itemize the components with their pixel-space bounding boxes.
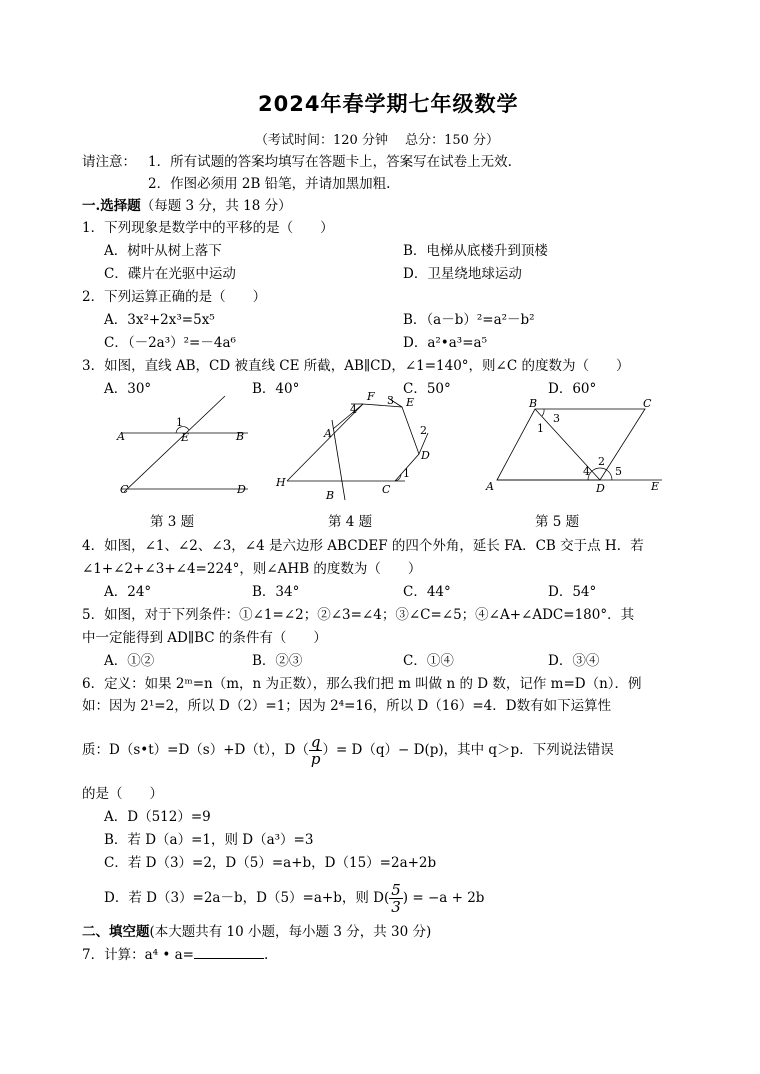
q7-text: 7．计算：a⁴ • a= (82, 947, 194, 963)
q4-option-c: C．44° (403, 584, 451, 600)
fig5-quadrilateral (497, 409, 645, 480)
figure-3 (116, 396, 248, 496)
notice-label: 请注意： (82, 154, 136, 170)
section2-title: 二、填空题 (82, 924, 150, 940)
fig5-label-a: A (486, 480, 494, 493)
fig4-label-angle-4: 4 (350, 403, 357, 416)
figure-5 (485, 397, 662, 495)
fig3-caption: 第 3 题 (150, 514, 195, 530)
q1-stem: 1．下列现象是数学中的平移的是（ ） (82, 220, 334, 236)
fig5-label-angle-3: 3 (553, 412, 560, 425)
q2-option-b: B．（a－b）²=a²－b² (403, 312, 535, 328)
fig5-label-b: B (529, 397, 538, 410)
q4-option-d: D．54° (548, 584, 597, 600)
q3-option-b: B．40° (252, 381, 300, 397)
q5-line-1: 5．如图，对于下列条件：①∠1=∠2；②∠3=∠4；③∠C=∠5；④∠A+∠ADC=180°．其 (82, 607, 635, 623)
q4-line-1: 4．如图，∠1、∠2、∠3，∠4 是六边形 ABCDEF 的四个外角，延长 FA．CB 交于点 H．若 (82, 538, 644, 554)
fig4-label-angle-1: 1 (403, 467, 410, 480)
q6-line-2: 如：因为 2¹=2，所以 D（2）=1；因为 2⁴=16，所以 D（16）=4．D数有如下运算性 (82, 698, 612, 714)
q1-option-c: C．碟片在光驱中运动 (104, 266, 236, 282)
q5-option-d: D．③④ (548, 653, 600, 669)
fig4-label-e: E (406, 396, 415, 409)
q6-line-4: 的是（ ） (82, 786, 163, 802)
q2-stem: 2．下列运算正确的是（ ） (82, 289, 267, 305)
q4-option-a: A．24° (104, 584, 152, 600)
q2-option-a: A．3x²+2x³=5x⁵ (104, 312, 215, 328)
q2-option-d: D．a²•a³=a⁵ (403, 335, 487, 351)
q5-option-a: A．①② (104, 653, 155, 669)
fig4-caption: 第 4 题 (328, 514, 373, 530)
fig3-line-ce (124, 396, 225, 492)
figures-row (0, 390, 760, 510)
q6-option-d-b: ) = −a + 2b (402, 890, 485, 906)
q5-option-b: B．②③ (252, 653, 303, 669)
fig4-line-ab (332, 420, 345, 500)
q5-option-c: C．①④ (403, 653, 454, 669)
section1-title: 一.选择题 (82, 198, 141, 214)
q6-fraction-denominator: p (310, 750, 321, 768)
section1-heading (82, 194, 292, 214)
fig4-label-f: F (367, 390, 375, 403)
q4-option-b: B．34° (252, 584, 300, 600)
fig4-label-a: A (324, 427, 332, 440)
q6-fraction-q-over-p (309, 734, 323, 767)
fig4-label-angle-2: 2 (420, 424, 427, 437)
fig4-label-b: B (326, 489, 335, 502)
fig4-label-h: H (276, 476, 286, 489)
q7 (82, 943, 268, 963)
fig5-label-e: E (651, 480, 660, 493)
fig3-label-angle-1: 1 (176, 416, 183, 429)
q1-option-a: A．树叶从树上落下 (104, 243, 222, 259)
q6-option-d-fraction (389, 882, 403, 915)
fig5-label-angle-5: 5 (615, 465, 622, 478)
section2-heading (82, 920, 431, 940)
fig4-label-c: C (382, 483, 391, 496)
fig5-label-angle-1: 1 (537, 422, 544, 435)
q6-option-d-a: D．若 D（3）=2a－b，D（5）=a+b，则 D( (104, 890, 390, 906)
exam-info: （考试时间：120 分钟 总分：150 分） (255, 133, 500, 148)
q3-option-a: A．30° (104, 381, 152, 397)
q6-option-b: B．若 D（a）=1，则 D（a³）=3 (104, 832, 314, 848)
q6-fraction-numerator: q (310, 733, 321, 751)
q1-option-b: B．电梯从底楼升到顶楼 (403, 243, 548, 259)
fig3-label-e: E (181, 431, 190, 444)
q6-option-a: A．D（512）=9 (104, 809, 211, 825)
fig3-label-a: A (117, 430, 125, 443)
fig5-caption: 第 5 题 (535, 514, 580, 530)
q6-option-d-denominator: 3 (391, 898, 401, 916)
q6-line-1: 6．定义：如果 2ᵐ=n（m，n 为正数），那么我们把 m 叫做 n 的 D 数，记作 m=D（n）．例 (82, 676, 642, 692)
q5-line-2: 中一定能得到 AD∥BC 的条件有（ ） (82, 630, 327, 646)
section1-note: （每题 3 分，共 18 分） (140, 198, 292, 214)
fig5-label-angle-4: 4 (583, 465, 590, 478)
fig3-label-c: C (120, 483, 129, 496)
fig4-label-angle-3: 3 (387, 394, 394, 407)
section2-note: (本大题共有 10 小题，每小题 3 分，共 30 分) (149, 924, 432, 940)
notice-item-2: 2．作图必须用 2B 铅笔，并请加黑加粗. (148, 176, 391, 192)
fig5-label-d: D (596, 482, 605, 495)
q6-line-3 (82, 734, 614, 767)
q6-option-d (104, 882, 484, 915)
fig3-label-b: B (236, 430, 245, 443)
q6-line-3-b: ）= D（q）− D(p)，其中 q＞p．下列说法错误 (322, 742, 614, 758)
fig5-angle-arc-b (542, 409, 544, 416)
fig5-line-bd (535, 409, 600, 480)
fig3-label-d: D (237, 483, 246, 496)
q4-line-2: ∠1+∠2+∠3+∠4=224°，则∠AHB 的度数为（ ） (82, 561, 422, 577)
q1-option-d: D．卫星绕地球运动 (403, 266, 522, 282)
q3-option-d: D．60° (548, 381, 597, 397)
page-title: 2024年春学期七年级数学 (258, 92, 519, 116)
figure-4 (275, 390, 430, 502)
notice-item-1: 1．所有试题的答案均填写在答题卡上，答案写在试卷上无效. (148, 154, 512, 170)
fig5-label-angle-2: 2 (598, 455, 605, 468)
q3-stem: 3．如图，直线 AB，CD 被直线 CE 所截，AB∥CD，∠1=140°，则∠C 的度数为（ ） (82, 358, 630, 374)
q7-period: . (263, 947, 269, 963)
q6-option-c: C．若 D（3）=2，D（5）=a+b，D（15）=2a+2b (104, 855, 437, 871)
fig5-label-c: C (643, 397, 652, 410)
q6-option-d-numerator: 5 (391, 881, 401, 899)
fig4-label-d: D (421, 449, 430, 462)
q6-line-3-a: 质：D（s•t）=D（s）+D（t），D（ (82, 742, 309, 758)
fig5-angle-arc-d (588, 468, 612, 480)
q3-option-c: C．50° (403, 381, 451, 397)
q2-option-c: C．（－2a³）²=－4a⁶ (104, 335, 236, 351)
q7-answer-blank (194, 946, 264, 959)
